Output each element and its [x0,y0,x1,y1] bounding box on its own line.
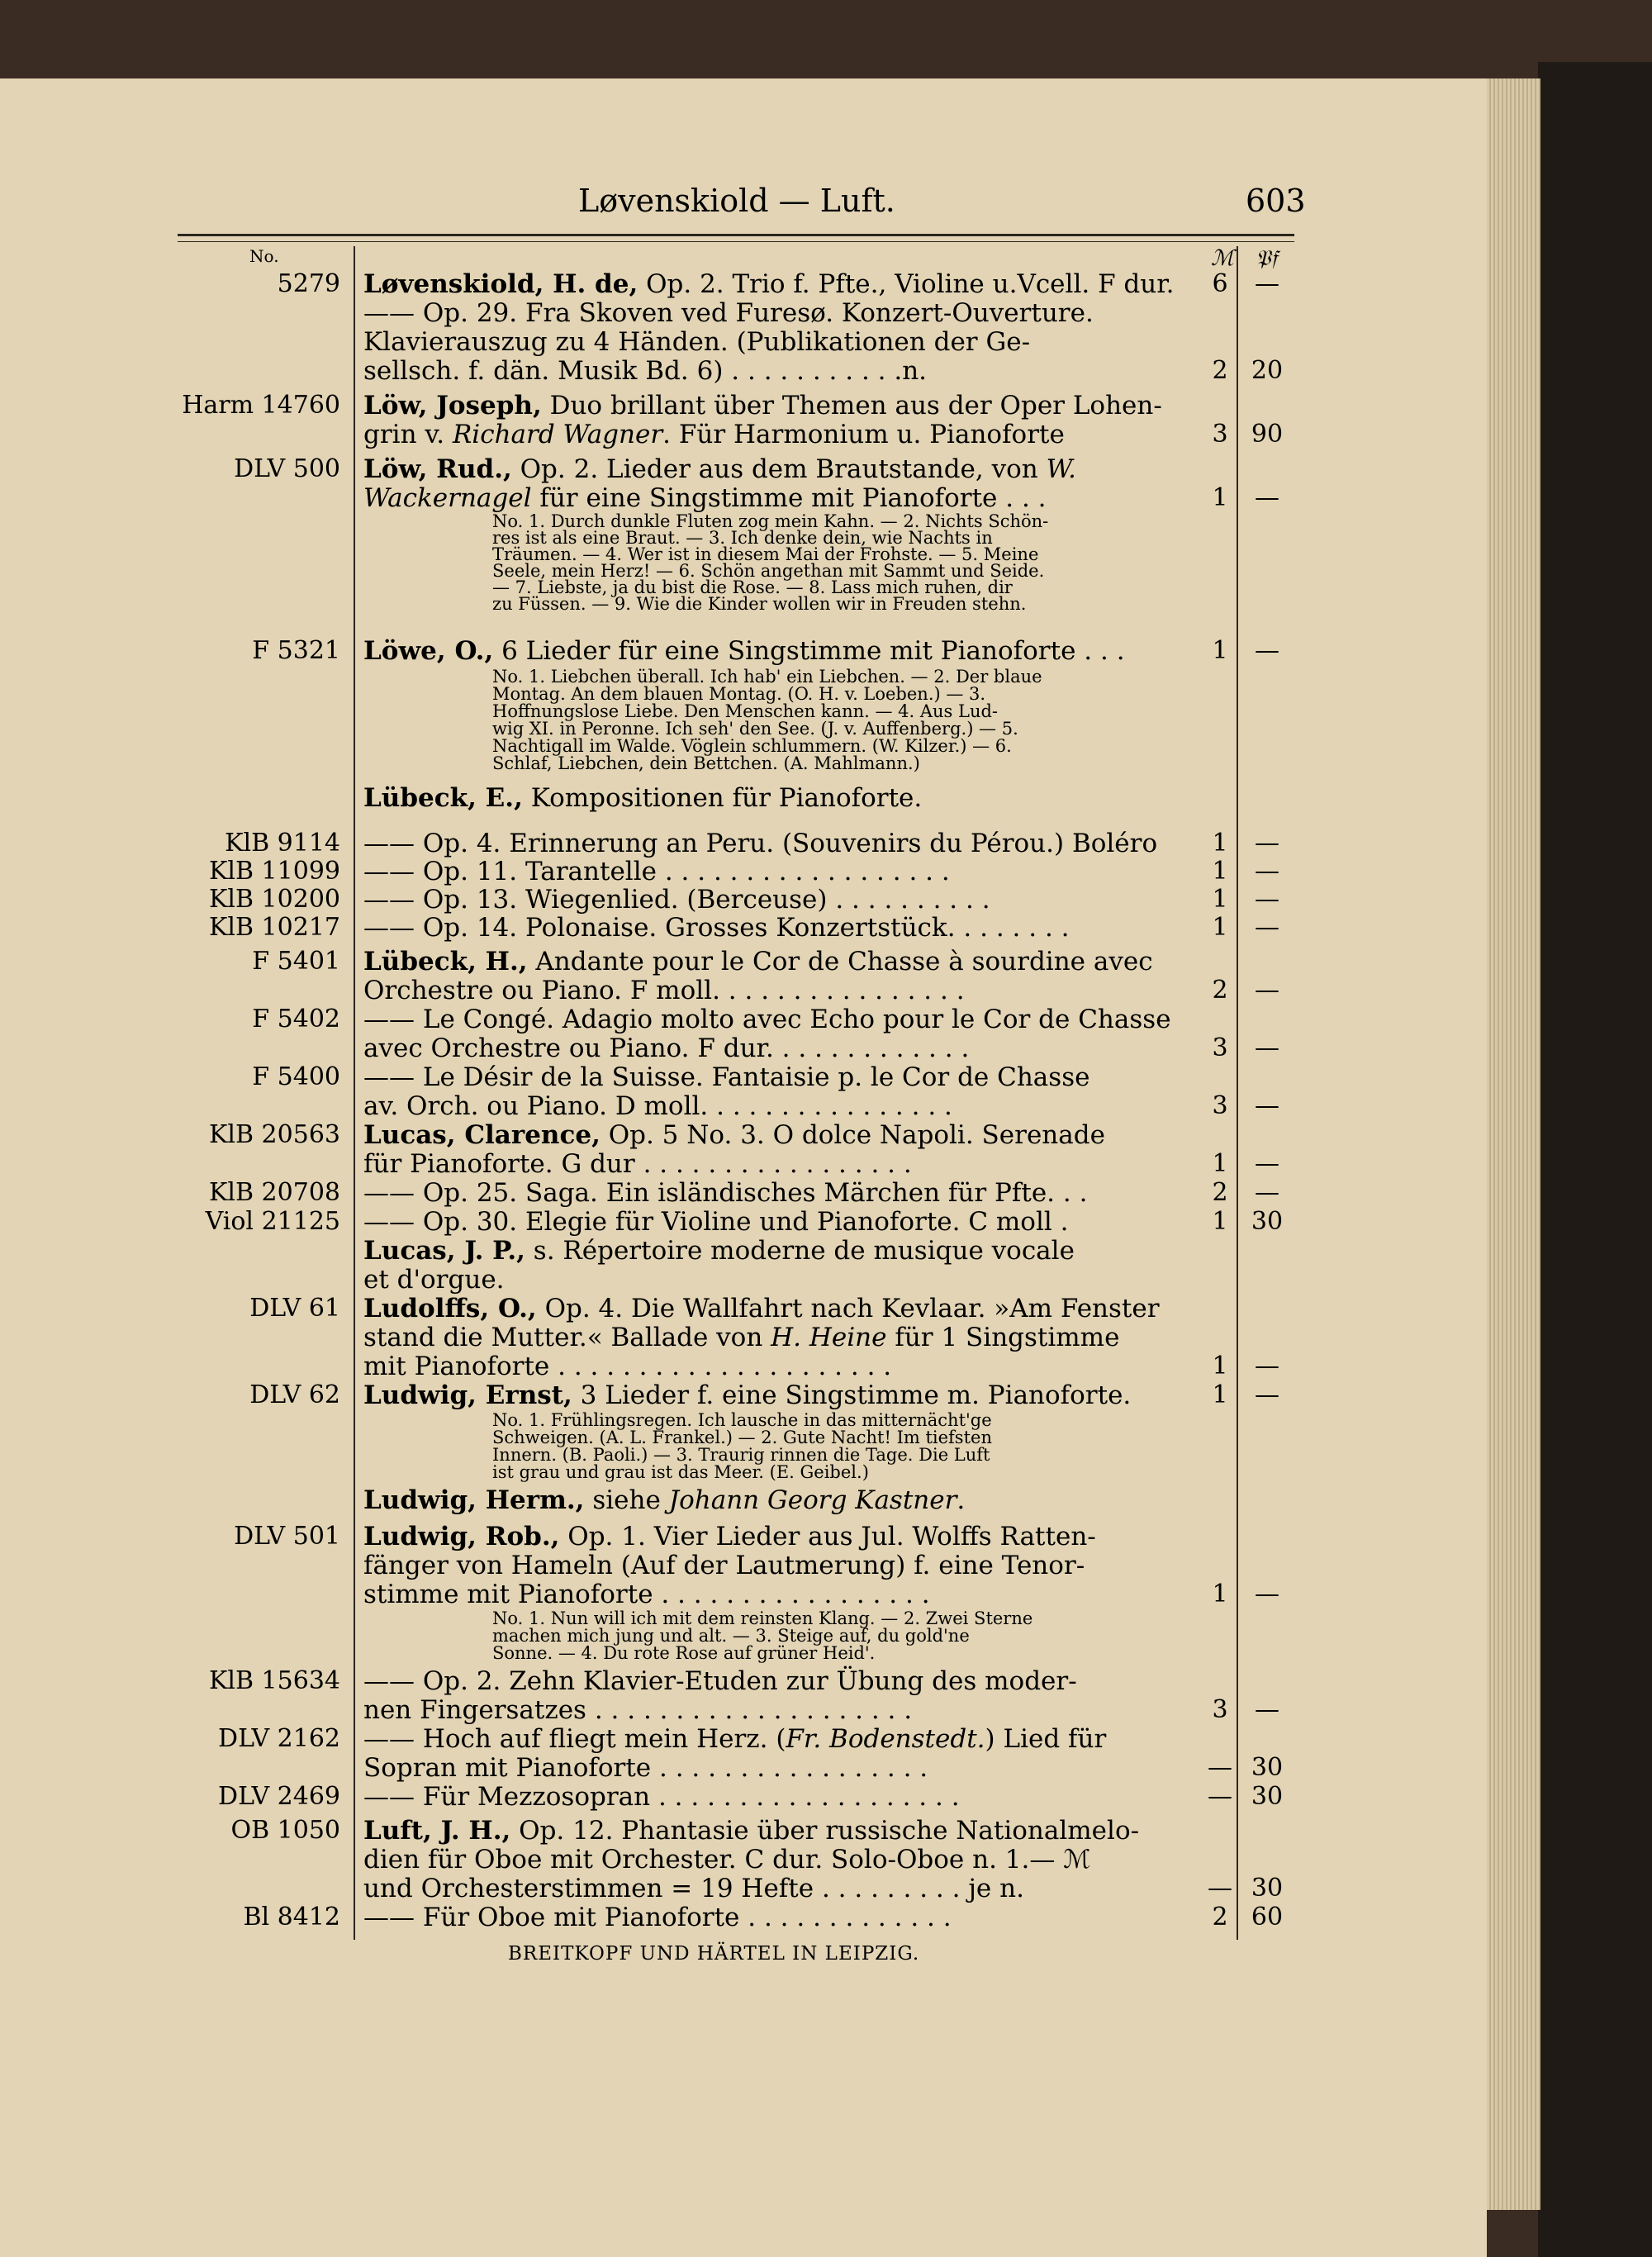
price-pfennig: — [1255,829,1279,858]
entry-line [363,356,927,386]
song-contents-line: No. 1. Frühlingsregen. Ich lausche in das mitternächt'ge [492,1410,992,1430]
page-title: Løvenskiold — Luft. [578,183,895,219]
song-contents-line: wig XI. in Peronne. Ich seh' den See. (J. v. Auffenberg.) — 5. [492,719,1018,739]
entry-text: fänger von Hameln (Auf der Lautmerung) f. eine Tenor- [363,1551,1085,1580]
entry-line [363,1753,928,1783]
entry-text: Op. 5 No. 3. O dolce Napoli. Serenade [600,1120,1105,1150]
entry-text: dien für Oboe mit Orchester. C dur. Solo-Oboe n. 1.— ℳ [363,1845,1091,1874]
price-pfennig: — [1255,976,1279,1005]
entry-text: Orchestre ou Piano. F moll. . . . . . . . . . . . . . . . [363,976,965,1005]
price-mark: 3 [1212,1033,1228,1062]
entry-line [363,327,1030,357]
italic-text: Richard Wagner [452,420,663,449]
catalog-number: DLV 61 [249,1294,340,1323]
song-contents-line: machen mich jung und alt. — 3. Steige auf, du gold'ne [492,1626,970,1646]
italic-text: W. [1046,454,1076,484]
entry-line [363,829,1157,858]
entry-text: Kompositionen für Pianoforte. [522,783,923,813]
italic-text: Fr. Bodenstedt. [786,1724,985,1754]
price-pfennig: 30 [1251,1782,1284,1811]
price-mark: 1 [1212,885,1228,914]
entry-text: für 1 Singstimme [886,1323,1120,1352]
entry-text: —— Op. 14. Polonaise. Grosses Konzertstück. . . . . . . . [363,913,1070,943]
price-pfennig: 30 [1251,1207,1284,1236]
entry-text: Op. 12. Phantasie über russische Nationalmelo- [510,1816,1140,1846]
song-contents-line: zu Füssen. — 9. Wie die Kinder wollen wir in Freuden stehn. [492,594,1027,614]
price-pfennig: — [1255,483,1279,512]
entry-text: s. Répertoire moderne de musique vocale [525,1236,1075,1266]
price-pfennig: 90 [1251,420,1284,449]
price-mark: 1 [1212,1580,1228,1608]
catalog-number: DLV 2162 [218,1724,340,1753]
entry-text: —— Hoch auf fliegt mein Herz. ( [363,1724,786,1754]
song-contents-line: No. 1. Durch dunkle Fluten zog mein Kahn. — 2. Nichts Schön- [492,511,1049,531]
entry-text: —— Op. 4. Erinnerung an Peru. (Souvenirs du Pérou.) Boléro [363,829,1158,858]
song-contents-line: — 7. Liebste, ja du bist die Rose. — 8. Lass mich ruhen, dir [492,577,1013,597]
entry-line [363,1580,930,1609]
pfennig-unit-heading: 𝔓𝔣 [1256,246,1278,271]
catalog-number: DLV 62 [249,1380,340,1409]
price-pfennig: — [1255,1580,1279,1608]
price-mark: 3 [1212,1695,1228,1724]
entry-line [363,454,1076,484]
price-mark: 2 [1212,1903,1228,1932]
entry-line [363,1265,505,1295]
catalog-number-heading: No. [249,246,279,266]
price-pfennig: 20 [1251,356,1284,385]
entry-line [363,1666,1077,1696]
entry-line [363,1149,912,1179]
price-pfennig: — [1255,1149,1279,1178]
entry-text: stand die Mutter.« Ballade von [363,1323,771,1352]
price-mark: 1 [1212,636,1228,665]
catalog-number: Harm 14760 [182,391,340,420]
price-pfennig: — [1255,1695,1279,1724]
price-mark: 2 [1212,1178,1228,1207]
catalog-number: KlB 15634 [208,1666,340,1695]
catalog-number: KlB 20708 [208,1178,340,1207]
entry-text: stimme mit Pianoforte . . . . . . . . . . . . . . . . . [363,1580,930,1609]
entry-text: ) Lied für [985,1724,1107,1754]
song-contents-line: ist grau und grau ist das Meer. (E. Geibel.) [492,1462,869,1482]
price-pfennig: — [1255,1178,1279,1207]
entry-text: —— Le Congé. Adagio molto avec Echo pour le Cor de Chasse [363,1005,1171,1034]
entry-text: —— Op. 25. Saga. Ein isländisches Märchen für Pfte. . . [363,1178,1088,1208]
price-pfennig: — [1255,1352,1279,1380]
catalog-number: F 5401 [252,947,340,976]
entry-text: . Für Harmonium u. Pianoforte [662,420,1065,449]
song-contents-line: Träumen. — 4. Wer ist in diesem Mai der Frohste. — 5. Meine [492,544,1039,564]
composer-name: Lübeck, E., [363,783,523,813]
entry-text: mit Pianoforte . . . . . . . . . . . . . . . . . . . . . [363,1352,892,1381]
entry-text: Op. 1. Vier Lieder aus Jul. Wolffs Ratten- [559,1522,1096,1551]
price-mark: 1 [1212,913,1228,942]
entry-line [363,1352,891,1381]
entry-text: Duo brillant über Themen aus der Oper Lohen- [541,391,1162,421]
entry-text: 3 Lieder f. eine Singstimme m. Pianoforte. [572,1380,1132,1410]
entry-line [363,1207,1069,1237]
entry-line [363,483,1047,513]
catalog-number: Viol 21125 [205,1207,340,1236]
price-mark: 3 [1212,420,1228,449]
price-pfennig: — [1255,913,1279,942]
entry-line [363,947,1153,976]
composer-name: Lucas, J. P., [363,1236,525,1266]
entry-line [363,1380,1131,1410]
catalog-number: KlB 10217 [208,913,340,942]
price-mark: 3 [1212,1091,1228,1120]
composer-name: Lucas, Clarence, [363,1120,601,1150]
price-pfennig: 30 [1251,1753,1284,1782]
entry-line [363,1874,1024,1903]
catalog-column-rule [354,246,355,1940]
entry-text: und Orchesterstimmen = 19 Hefte . . . . . . . . . je n. [363,1874,1024,1903]
entry-line [363,1033,969,1063]
entry-line [363,1903,952,1932]
catalog-number: F 5402 [252,1005,340,1033]
entry-line [363,1551,1085,1580]
catalog-number: KlB 10200 [208,885,340,914]
italic-text: Johann Georg Kastner [668,1485,957,1515]
entry-text: —— Für Oboe mit Pianoforte . . . . . . . . . . . . . [363,1903,952,1932]
entry-text: . [957,1485,966,1515]
entry-text: —— Op. 29. Fra Skoven ved Furesø. Konzert-Ouverture. [363,298,1094,328]
entry-text: siehe [584,1485,669,1515]
entry-line [363,1091,952,1121]
mark-unit-heading: ℳ [1211,246,1234,271]
song-contents-line: No. 1. Liebchen überall. Ich hab' ein Liebchen. — 2. Der blaue [492,667,1042,687]
entry-text: Op. 2. Lieder aus dem Brautstande, von [511,454,1047,484]
entry-text: für eine Singstimme mit Pianoforte . . . [531,483,1047,513]
entry-line [363,1005,1171,1034]
entry-line [363,1323,1119,1352]
price-mark: — [1208,1782,1232,1811]
price-pfennig: — [1255,1380,1279,1409]
price-mark: — [1208,1874,1232,1903]
song-contents-line: No. 1. Nun will ich mit dem reinsten Klang. — 2. Zwei Sterne [492,1608,1033,1628]
price-pfennig: — [1255,1091,1279,1120]
entry-line [363,1845,1090,1874]
song-contents-line: Nachtigall im Walde. Vöglein schlummern. (W. Kilzer.) — 6. [492,736,1012,756]
entry-text: Op. 2. Trio f. Pfte., Violine u.Vcell. F dur. [638,269,1175,299]
italic-text: Wackernagel [363,483,532,513]
entry-line [363,1485,965,1515]
price-mark: 1 [1212,1207,1228,1236]
entry-line [363,1522,1096,1551]
catalog-number: F 5400 [252,1062,340,1091]
catalog-number: KlB 20563 [208,1120,340,1149]
catalog-number: DLV 2469 [218,1782,340,1811]
catalog-number: DLV 501 [234,1522,340,1551]
song-contents-line: Sonne. — 4. Du rote Rose auf grüner Heid'. [492,1643,876,1663]
price-pfennig: 60 [1251,1903,1284,1932]
catalog-number: Bl 8412 [243,1903,340,1932]
entry-line [363,857,950,886]
entry-line [363,420,1065,449]
entry-text: sellsch. f. dän. Musik Bd. 6) . . . . . . . . . . .n. [363,356,928,386]
entry-text: et d'orgue. [363,1265,505,1295]
entry-text: —— Op. 11. Tarantelle . . . . . . . . . . . . . . . . . . [363,857,950,886]
composer-name: Ludwig, Rob., [363,1522,560,1551]
entry-text: Op. 4. Die Wallfahrt nach Kevlaar. »Am Fenster [536,1294,1160,1323]
entry-text: Sopran mit Pianoforte . . . . . . . . . . . . . . . . . [363,1753,928,1783]
italic-text: H. Heine [771,1323,887,1352]
entry-text: 6 Lieder für eine Singstimme mit Pianoforte . . . [493,636,1125,666]
composer-name: Löwe, O., [363,636,494,666]
price-mark: 1 [1212,829,1228,858]
price-pfennig: — [1255,885,1279,914]
entry-line [363,1695,912,1725]
header-rule-thin [178,241,1294,242]
catalog-number: F 5321 [252,636,340,665]
price-mark: 1 [1212,1149,1228,1178]
song-contents-line: res ist als eine Braut. — 3. Ich denke dein, wie Nachts in [492,528,993,548]
composer-name: Luft, J. H., [363,1816,511,1846]
header-rule [178,234,1294,236]
price-pfennig: — [1255,269,1279,298]
price-mark: 6 [1212,269,1228,298]
entry-line [363,1294,1160,1323]
song-contents-line: Hoffnungslose Liebe. Den Menschen kann. — 4. Aus Lud- [492,701,999,721]
price-mark: 2 [1212,356,1228,385]
entry-text: —— Op. 30. Elegie für Violine und Pianoforte. C moll . [363,1207,1069,1237]
catalog-number: KlB 9114 [225,829,340,858]
page-number: 603 [1246,183,1306,219]
book-cover [1538,62,1652,2257]
price-mark: — [1208,1753,1232,1782]
entry-line [363,1816,1139,1846]
entry-text: für Pianoforte. G dur . . . . . . . . . . . . . . . . . [363,1149,912,1179]
price-mark: 1 [1212,857,1228,886]
entry-text: avec Orchestre ou Piano. F dur. . . . . . . . . . . . . [363,1033,970,1063]
entry-line [363,885,990,915]
composer-name: Löw, Joseph, [363,391,542,421]
price-mark: 2 [1212,976,1228,1005]
song-contents-line: Seele, mein Herz! — 6. Schön angethan mit Sammt und Seide. [492,561,1045,581]
price-mark: 1 [1212,483,1228,512]
entry-line [363,391,1162,421]
entry-line [363,976,965,1005]
composer-name: Lübeck, H., [363,947,528,976]
composer-name: Løvenskiold, H. de, [363,269,638,299]
price-pfennig: 30 [1251,1874,1284,1903]
song-contents-line: Montag. An dem blauen Montag. (O. H. v. Loeben.) — 3. [492,684,986,704]
entry-line [363,298,1094,328]
price-pfennig: — [1255,1033,1279,1062]
entry-text: —— Le Désir de la Suisse. Fantaisie p. le Cor de Chasse [363,1062,1090,1092]
mark-column-rule [1237,246,1238,1940]
entry-line [363,1236,1075,1266]
entry-text: nen Fingersatzes . . . . . . . . . . . . . . . . . . . . [363,1695,913,1725]
page-stack [1483,78,1540,2210]
catalog-number: DLV 500 [234,454,340,483]
entry-line [363,1782,960,1812]
entry-text: —— Op. 13. Wiegenlied. (Berceuse) . . . . . . . . . . [363,885,990,915]
entry-line [363,913,1070,943]
composer-name: Ludwig, Herm., [363,1485,585,1515]
entry-text: —— Op. 2. Zehn Klavier-Etuden zur Übung des moder- [363,1666,1077,1696]
entry-line [363,636,1125,666]
song-contents-line: Schlaf, Liebchen, dein Bettchen. (A. Mahlmann.) [492,753,920,773]
composer-name: Ludwig, Ernst, [363,1380,572,1410]
price-mark: 1 [1212,1352,1228,1380]
catalog-number: OB 1050 [230,1816,340,1845]
catalog-number: KlB 11099 [208,857,340,886]
entry-line [363,1724,1106,1754]
price-pfennig: — [1255,857,1279,886]
publisher-footer: BREITKOPF UND HÄRTEL IN LEIPZIG. [508,1943,920,1965]
entry-text: —— Für Mezzosopran . . . . . . . . . . . . . . . . . . . [363,1782,960,1812]
entry-text: Andante pour le Cor de Chasse à sourdine avec [527,947,1153,976]
price-pfennig: — [1255,636,1279,665]
song-contents-line: Innern. (B. Paoli.) — 3. Traurig rinnen die Tage. Die Luft [492,1445,990,1465]
entry-line [363,1120,1105,1150]
entry-line [363,783,922,813]
entry-text: Klavierauszug zu 4 Händen. (Publikationen der Ge- [363,327,1031,357]
entry-line [363,1178,1087,1208]
entry-line [363,269,1175,299]
entry-line [363,1062,1089,1092]
composer-name: Ludolffs, O., [363,1294,537,1323]
entry-text: grin v. [363,420,453,449]
catalog-number: 5279 [277,269,340,298]
price-mark: 1 [1212,1380,1228,1409]
song-contents-line: Schweigen. (A. L. Frankel.) — 2. Gute Nacht! Im tiefsten [492,1428,992,1447]
composer-name: Löw, Rud., [363,454,512,484]
entry-text: av. Orch. ou Piano. D moll. . . . . . . . . . . . . . . . [363,1091,952,1121]
